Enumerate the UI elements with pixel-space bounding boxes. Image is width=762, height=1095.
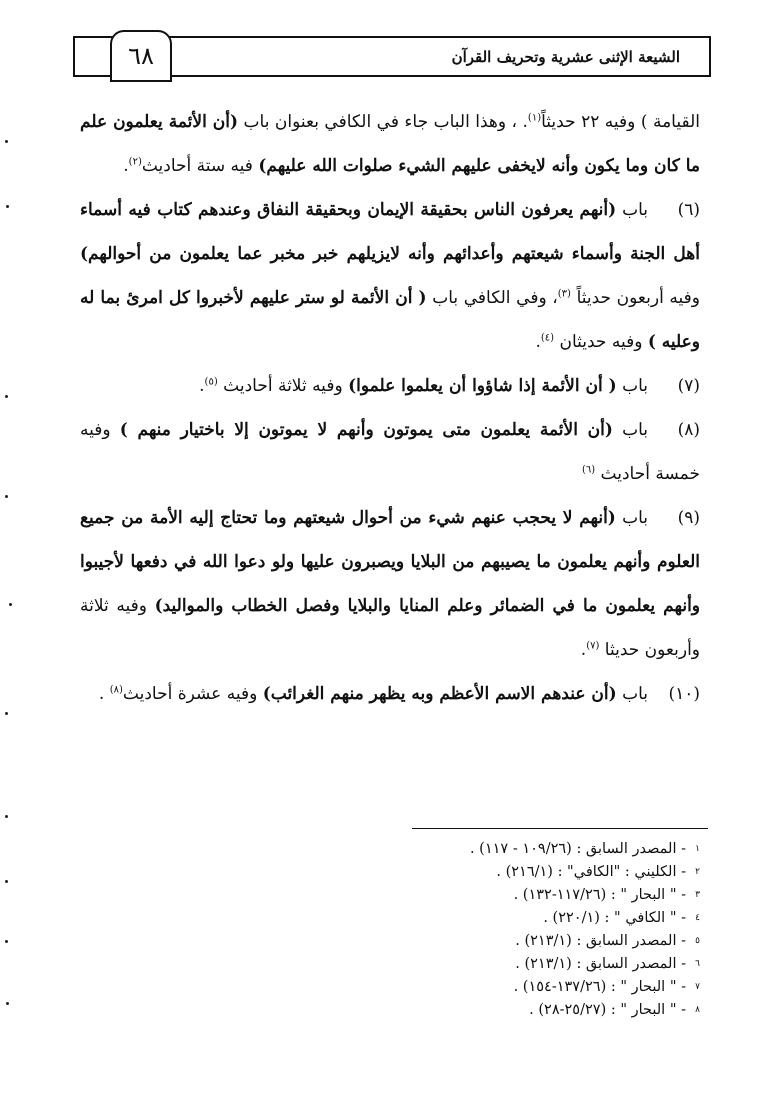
item-text: وفيه ثلاثة أحاديث (217, 376, 349, 396)
intro-text-1: القيامة ) وفيه ٢٢ حديثاً (541, 112, 700, 132)
item-text: وفيه حديثان (554, 332, 648, 352)
scan-speck (6, 205, 9, 208)
item-number: (٦) (677, 200, 700, 220)
footnote-text: - المصدر السابق : (١٠٩/٢٦ - ١١٧) . (469, 841, 686, 857)
footnote-mark: ٦ (695, 959, 700, 969)
chapter-title: ( أن الأئمة إذا شاؤوا أن يعلموا علموا) (348, 376, 617, 396)
footnote (340, 999, 700, 1022)
intro-paragraph (80, 100, 700, 188)
item-text: . (535, 332, 541, 352)
scan-speck (5, 140, 8, 143)
main-text (80, 100, 700, 716)
item-text: باب (616, 376, 648, 396)
footnote-mark: ٤ (695, 913, 700, 923)
numbered-item (80, 672, 700, 716)
item-text: . (199, 376, 205, 396)
scan-speck (5, 712, 8, 715)
intro-end: . (123, 156, 129, 176)
item-text: وفيه عشرة أحاديث (122, 684, 263, 704)
footnote-mark: ٢ (695, 867, 700, 877)
intro-chapter-title: (أن الأئمة يعلمون علم ما كان وما يكون وأنه لايخفى عليهم الشيء صلوات الله عليهم) (80, 112, 700, 176)
footnote (340, 907, 700, 930)
footnote-text: - " البحار " : (٢٥/٢٧-٢٨) . (529, 1002, 686, 1018)
scan-speck (6, 1002, 9, 1005)
footnote-text: - " البحار " : (١١٧/٢٦-١٣٢) . (513, 887, 686, 903)
footnote-ref: (٧) (586, 640, 600, 652)
footnote (340, 930, 700, 953)
page-number: ٦٨ (110, 30, 172, 82)
scan-speck (5, 395, 8, 398)
item-text: باب (616, 684, 648, 704)
footnote-mark: ٣ (695, 890, 700, 900)
footnote-mark: ٥ (695, 936, 700, 946)
footnote-mark: ٨ (695, 1005, 700, 1015)
footnote (340, 884, 700, 907)
footnote-text: - الكليني : "الكافي" : (٢١٦/١) . (496, 864, 686, 880)
footnote-ref: (٣) (557, 288, 571, 300)
numbered-item (80, 364, 700, 408)
item-number: (٩) (677, 508, 700, 528)
footnote (340, 953, 700, 976)
numbered-item (80, 408, 700, 496)
chapter-title: (أن عندهم الاسم الأعظم وبه يظهر منهم الغرائب) (262, 684, 617, 704)
intro-text-2: . ، وهذا الباب جاء في الكافي بعنوان باب (238, 112, 528, 132)
footnote-ref: (٥) (204, 376, 218, 388)
footnote-ref: (٢) (128, 156, 142, 168)
item-text: وفيه خمسة أحاديث (80, 420, 700, 484)
footnote-ref: (١) (527, 112, 542, 124)
chapter-title: ( أن الأئمة لو ستر عليهم لأخبروا كل امرئ بما له وعليه ) (80, 288, 700, 352)
item-text: باب (615, 508, 648, 528)
scan-speck (5, 880, 8, 883)
scan-speck (5, 940, 8, 943)
footnote (340, 838, 700, 861)
scan-speck (5, 495, 8, 498)
item-text: . (98, 684, 110, 704)
item-text: . (580, 640, 587, 660)
chapter-title: (أنهم يعرفون الناس بحقيقة الإيمان وبحقيقة النفاق وعندهم كتاب فيه أسماء أهل الجنة وأسماء شيعتهم وأعدائهم وأنه لايزيلهم خبر مخبر عما يعلمون من أحوالهم) (80, 200, 700, 264)
footnote-text: - " الكافي " : (٢٢٠/١) . (543, 910, 686, 926)
footnote-text: - المصدر السابق : (٢١٣/١) . (515, 933, 686, 949)
footnote (340, 861, 700, 884)
footnote-ref: (٨) (109, 684, 123, 696)
footnote-mark: ٧ (695, 982, 700, 992)
footnote-text: - " البحار " : (١٣٧/٢٦-١٥٤) . (513, 979, 686, 995)
footnotes (340, 838, 700, 1022)
chapter-title: (أنهم لا يحجب عنهم شيء من أحوال شيعتهم وما تحتاج إليه الأمة من جميع العلوم وأنهم يعلمون ما يصيبهم من البلايا ويصبرون عليها ولو دعوا الله في دفعها لأجيبوا وأنهم يعلمون ما في الضمائر وعلم المنايا والبلايا وفصل الخطاب والمواليد) (80, 508, 700, 616)
scan-speck (5, 815, 8, 818)
item-text: باب (612, 420, 648, 440)
footnote-mark: ١ (695, 844, 700, 854)
footnote (340, 976, 700, 999)
running-header-title: الشيعة الإثنى عشرية وتحريف القرآن (451, 48, 680, 66)
numbered-items (80, 188, 700, 716)
footnote-separator (412, 828, 708, 829)
numbered-item (80, 188, 700, 364)
chapter-title: (أن الأئمة يعلمون متى يموتون وأنهم لا يموتون إلا باختيار منهم ) (119, 420, 613, 440)
item-text: باب (616, 200, 648, 220)
item-text: ، وفي الكافي باب (426, 288, 558, 308)
item-text: وفيه أربعون حديثاً (570, 288, 700, 308)
item-text: وفيه ثلاثة وأربعون حديثا (80, 596, 700, 660)
footnote-ref: (٤) (540, 332, 555, 344)
footnote-text: - المصدر السابق : (٢١٣/١) . (515, 956, 686, 972)
item-number: (٧) (677, 376, 700, 396)
intro-text-3: فيه ستة أحاديث (141, 156, 259, 176)
numbered-item (80, 496, 700, 672)
scan-speck (9, 603, 12, 606)
footnote-ref: (٦) (581, 464, 596, 476)
item-number: (٨) (677, 420, 700, 440)
item-number: (١٠) (668, 684, 700, 704)
